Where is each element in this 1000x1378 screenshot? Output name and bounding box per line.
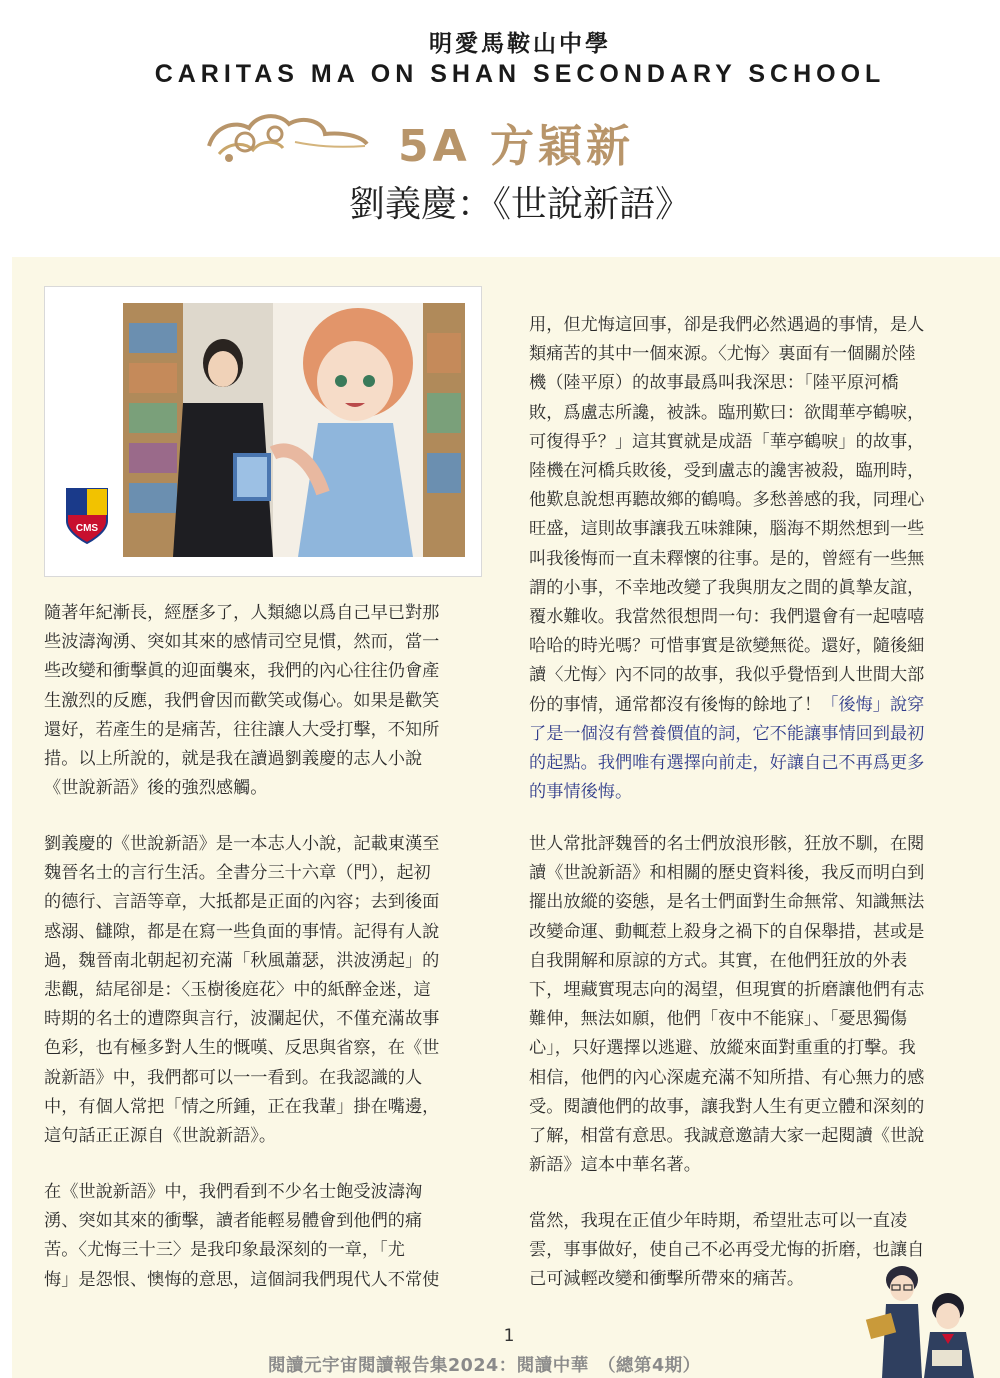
p1-line: 隨著年紀漸長，經歷多了，人類總以爲自己早已對那 (44, 603, 440, 623)
p5-line: 自我開解和原諒的方式。其實，在他們狂放的外表 (529, 950, 908, 971)
highlight-line: 了是一個沒有營養價值的詞，它不能讓事情回到最初 (529, 723, 925, 744)
p4-line: 用，但尤悔這回事，卻是我們必然遇過的事情，是人 (529, 315, 925, 335)
p3-line: 苦。〈尤悔三十三〉是我印象最深刻的一章，「尤 (44, 1240, 405, 1261)
p1-line: 還好，若產生的是痛苦，往往讓人大受打擊，不知所 (44, 719, 440, 740)
p4-line: 哈哈的時光嗎？可惜事實是欲變無從。還好，隨後細 (529, 636, 925, 657)
p4-line: 可復得乎？」這其實就是成語「華亭鶴唳」的故事， (529, 431, 925, 452)
photo-illustration (123, 303, 465, 557)
p6-line: 雲，事事做好，使自己不必再受尤悔的折磨，也讓自 (529, 1240, 925, 1261)
paragraph-2 (44, 830, 484, 1151)
p4-line: 類痛苦的其中一個來源。〈尤悔〉裏面有一個關於陸 (529, 344, 916, 365)
p5-line: 改變命運、動輒惹上殺身之禍下的自保舉措，甚或是 (529, 921, 925, 942)
p2-line: 說新語》中，我們都可以一一看到。在我認識的人 (44, 1067, 423, 1088)
p2-line: 惑溺、讎隙，都是在寫一些負面的事情。記得有人說 (44, 921, 440, 942)
p5-line: 世人常批評魏晉的名士們放浪形骸，狂放不馴，在閱 (529, 834, 925, 854)
paragraph-1 (44, 599, 484, 803)
school-crest-icon (65, 487, 109, 547)
highlight-line: 的事情後悔。 (529, 782, 633, 803)
p5-line: 心」，只好選擇以逃避、放縱來面對重重的打擊。我 (529, 1038, 916, 1059)
p3-line: 在《世說新語》中，我們看到不少名士飽受波濤洶 (44, 1182, 423, 1202)
p4-line: 覆水難收。我當然很想問一句：我們還會有一起嘻嘻 (529, 607, 925, 628)
p6-line: 當然，我現在正值少年時期，希望壯志可以一直凌 (529, 1211, 908, 1231)
p4-line: 謂的小事，不幸地改變了我與朋友之間的眞摯友誼， (529, 577, 925, 598)
p5-line: 擺出放縱的姿態，是名士們面對生命無常、知識無法 (529, 892, 925, 913)
p2-line: 時期的名士的遭際與言行，波瀾起伏，不僅充滿故事 (44, 1009, 440, 1030)
paragraph-3 (44, 1178, 484, 1295)
crest-text: CMS (75, 523, 99, 534)
p5-line: 了解，相當有意思。我誠意邀請大家一起閱讀《世說 (529, 1126, 925, 1147)
p2-line: 這句話正正源自《世說新語》。 (44, 1126, 277, 1147)
student-name: 5A 方穎新 (398, 121, 634, 172)
p4-line: 叫我後悔而一直未釋懷的往事。是的，曾經有一些無 (529, 548, 925, 569)
p5-line: 難伸，無法如願，他們「夜中不能寐」、「憂思獨傷 (529, 1009, 908, 1030)
p5-line: 讀《世說新語》和相關的歷史資料後，我反而明白到 (529, 863, 925, 884)
p2-line: 悲觀，結尾卻是：〈玉樹後庭花〉中的紙醉金迷，這 (44, 980, 431, 1001)
page-number: 1 (503, 1326, 515, 1346)
header (0, 0, 1000, 256)
p1-line: 生激烈的反應，我們會因而歡笑或傷心。如果是歡笑 (44, 690, 440, 711)
book-title: 劉義慶：《世說新語》 (348, 184, 691, 225)
publication-footer: 閱讀元宇宙閱讀報告集2024：閱讀中華 （總第4期） (268, 1356, 701, 1376)
p1-line: 些改變和衝擊眞的迎面襲來，我們的內心往往仍會產 (44, 661, 440, 682)
p2-line: 魏晉名士的言行生活。全書分三十六章（門），起初 (44, 863, 431, 884)
p6-line: 己可減輕改變和衝擊所帶來的痛苦。 (529, 1269, 805, 1290)
paragraph-5 (529, 830, 964, 1180)
p4-line: 他歎息說想再聽故鄉的鶴鳴。多愁善感的我，同理心 (529, 490, 925, 511)
p4-line-text: 份的事情，通常都沒有後悔的餘地了！ (529, 694, 822, 715)
p2-line: 的德行、言語等章，大抵都是正面的內容；去到後面 (44, 892, 440, 913)
school-name-en: CARITAS MA ON SHAN SECONDARY SCHOOL (154, 60, 886, 88)
p3-line: 悔」是怨恨、懊悔的意思，這個詞我們現代人不常使 (44, 1269, 440, 1290)
highlight-line: 的起點。我們唯有選擇向前走，好讓自己不再爲更多 (529, 753, 925, 774)
student-photo (123, 303, 465, 557)
p1-line: 《世說新語》後的強烈感觸。 (44, 778, 268, 799)
paragraph-4 (529, 311, 964, 807)
p5-line: 下，埋藏實現志向的渴望，但現實的折磨讓他們有志 (529, 980, 925, 1001)
p3-line: 湧、突如其來的衝擊，讀者能輕易體會到他們的痛 (44, 1211, 423, 1232)
p2-line: 過，魏晉南北朝起初充滿「秋風蕭瑟，洪波湧起」的 (44, 950, 440, 971)
p2-line: 色彩，也有極多對人生的慨嘆、反思與省察，在《世 (44, 1038, 440, 1059)
p5-line: 新語》這本中華名著。 (529, 1155, 701, 1176)
p2-line: 中，有個人常把「情之所鍾，正在我輩」掛在嘴邊， (44, 1096, 440, 1117)
p2-line: 劉義慶的《世說新語》是一本志人小說，記載東漢至 (44, 834, 440, 854)
p1-line: 措。以上所說的，就是我在讀過劉義慶的志人小說 (44, 749, 423, 770)
p4-line (529, 691, 964, 720)
p5-line: 受。閱讀他們的故事，讓我對人生有更立體和深刻的 (529, 1096, 925, 1117)
highlight-text: 「後悔」說穿 (821, 694, 925, 715)
p4-line: 敗，爲盧志所讒，被誅。臨刑歎曰：欲聞華亭鶴唳， (529, 402, 925, 423)
school-name-zh: 明愛馬鞍山中學 (429, 31, 611, 57)
reading-students-cartoon-icon (862, 1258, 982, 1378)
cloud-ornament-icon (205, 106, 370, 172)
p1-line: 些波濤洶湧、突如其來的感情司空見慣，然而，當一 (44, 632, 440, 653)
p4-line: 讀〈尤悔〉內不同的故事，我似乎覺悟到人世間大部 (529, 665, 925, 686)
p4-line: 陸機在河橋兵敗後，受到盧志的讒害被殺，臨刑時， (529, 461, 925, 482)
p4-line: 機（陸平原）的故事最爲叫我深思：「陸平原河橋 (529, 373, 899, 394)
p4-line: 旺盛，這則故事讓我五味雜陳，腦海不期然想到一些 (529, 519, 925, 540)
photo-frame (44, 286, 482, 577)
p5-line: 相信，他們的內心深處充滿不知所措、有心無力的感 (529, 1067, 925, 1088)
